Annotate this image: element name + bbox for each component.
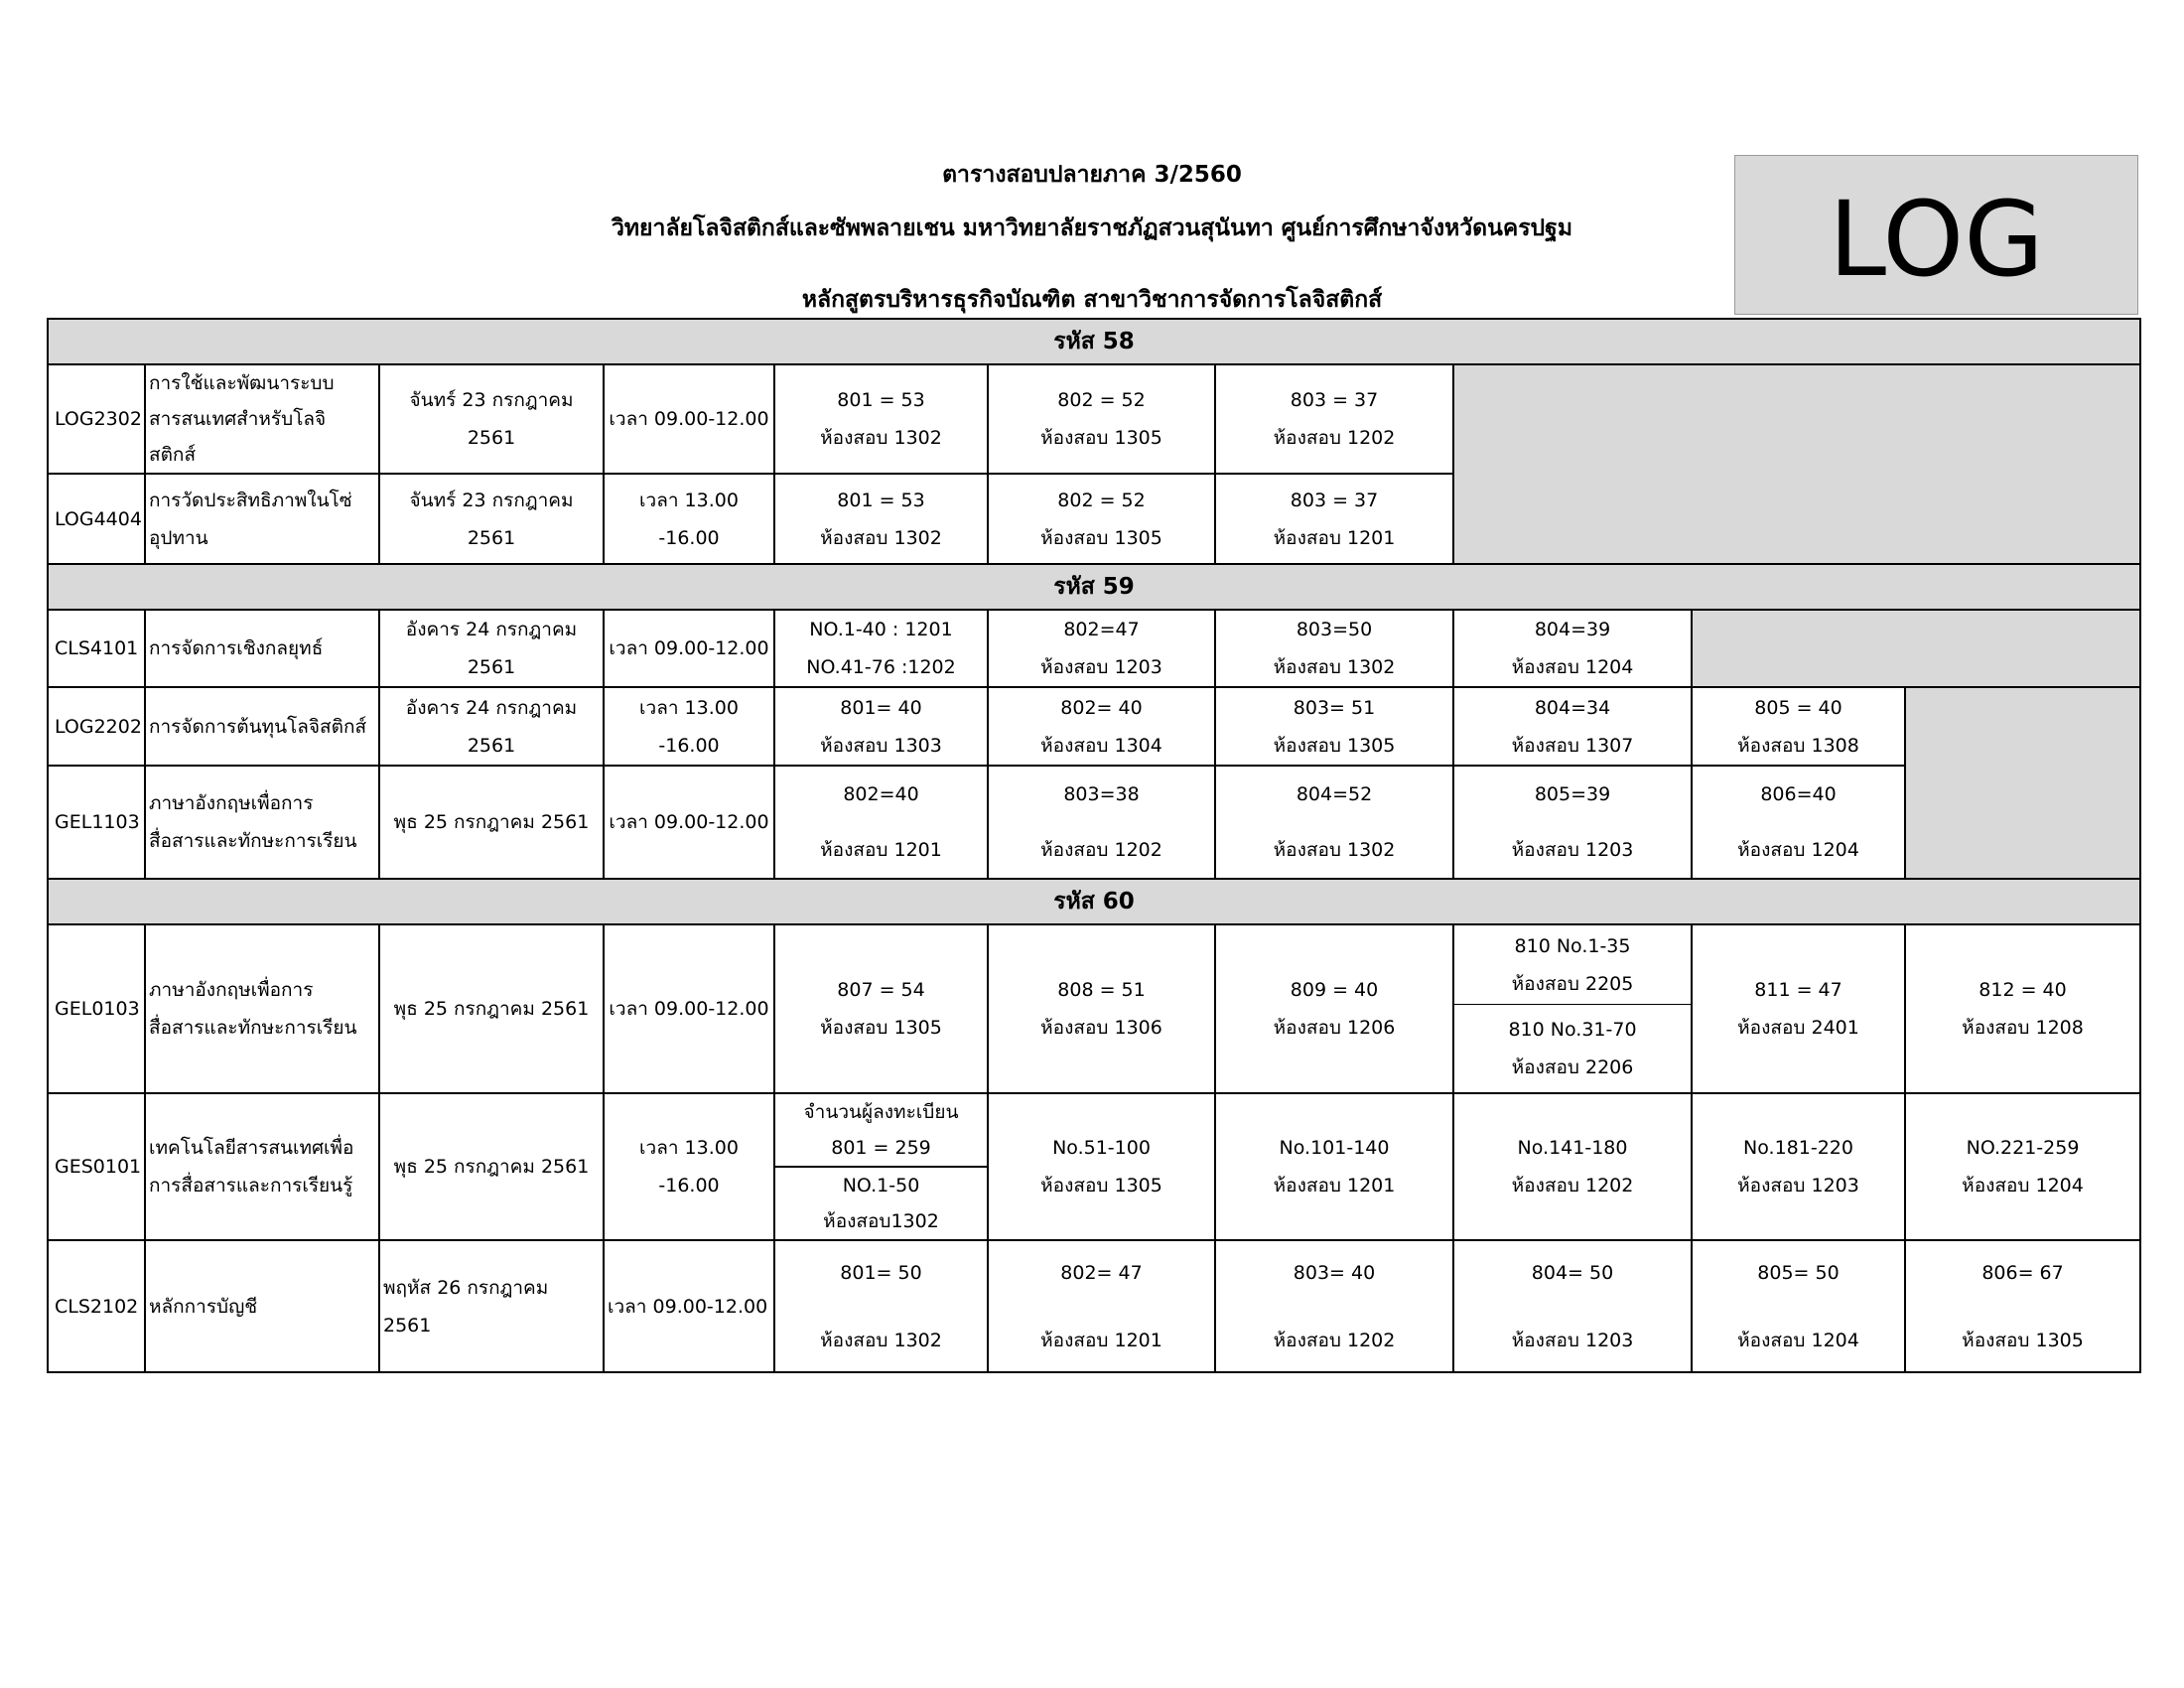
cell-line: GEL1103 xyxy=(55,811,140,833)
section-room xyxy=(1215,766,1453,879)
cell-line: NO.1-50 xyxy=(842,1175,920,1196)
exam-time xyxy=(604,1093,774,1240)
program-logo-box xyxy=(1734,155,2138,315)
cell-line: No.101-140 xyxy=(1279,1137,1390,1159)
cell-line: 801 = 53 xyxy=(837,489,925,511)
section-room xyxy=(1905,1093,2140,1240)
exam-date xyxy=(379,1093,604,1240)
cell-line: จันทร์ 23 กรกฎาคม xyxy=(409,489,574,511)
group-header-58 xyxy=(48,319,2140,364)
cell-line: ห้องสอบ 1208 xyxy=(1962,1017,2084,1039)
table-row xyxy=(48,1240,2140,1372)
cell-line: ห้องสอบ 1302 xyxy=(820,1329,942,1351)
section-room xyxy=(1215,924,1453,1093)
section-room xyxy=(1692,1093,1905,1240)
cell-line: ห้องสอบ 1305 xyxy=(1040,1175,1162,1196)
exam-date xyxy=(379,687,604,766)
table-row xyxy=(48,610,2140,687)
cell-line: เทคโนโลยีสารสนเทศเพื่อ xyxy=(149,1137,354,1159)
cell-line: ห้องสอบ 1305 xyxy=(1273,734,1396,757)
cell-line: เวลา 13.00 -16.00 xyxy=(639,696,739,757)
cell-line: ห้องสอบ 2205 xyxy=(1511,972,1634,995)
cell-line: อุปทาน xyxy=(149,526,208,549)
section-room xyxy=(1215,687,1453,766)
table-row xyxy=(48,364,2140,474)
cell-line: ภาษาอังกฤษเพื่อการ xyxy=(149,979,314,1001)
section-room xyxy=(1453,610,1692,687)
cell-line: 802 = 52 xyxy=(1057,489,1146,511)
table-row xyxy=(48,687,2140,766)
empty-shaded-cell xyxy=(1905,687,2140,879)
exam-time xyxy=(604,610,774,687)
table-row xyxy=(48,766,2140,879)
cell-line: 2561 xyxy=(467,656,516,678)
group-header-59 xyxy=(48,564,2140,610)
empty-shaded-cell xyxy=(1453,364,2140,564)
section-room xyxy=(1453,766,1692,879)
section-room xyxy=(774,924,988,1093)
cell-line: 802= 40 xyxy=(1060,696,1143,719)
cell-line: LOG4404 xyxy=(55,507,142,530)
section-room xyxy=(1905,1240,2140,1372)
section-room xyxy=(774,1240,988,1372)
section-room xyxy=(774,610,988,687)
section-room xyxy=(774,364,988,474)
section-room xyxy=(1453,1240,1692,1372)
course-name xyxy=(145,1240,379,1372)
cell-line: ห้องสอบ 1201 xyxy=(1040,1329,1162,1351)
cell-line: ห้องสอบ 1201 xyxy=(1273,1175,1396,1196)
course-name xyxy=(145,766,379,879)
cell-line: NO.221-259 xyxy=(1966,1137,2080,1159)
group-label-59: รหัส 59 xyxy=(48,564,2140,610)
cell-line: 809 = 40 xyxy=(1290,979,1379,1001)
cell-line: 803=50 xyxy=(1296,619,1373,640)
cell-line: 2561 xyxy=(467,526,516,549)
line-spacer xyxy=(992,813,1211,831)
cell-line: ห้องสอบ 1206 xyxy=(1273,1017,1396,1039)
cell-line: ห้องสอบ 1203 xyxy=(1040,656,1162,678)
cell-line: GES0101 xyxy=(55,1156,142,1178)
cell-line: 803= 51 xyxy=(1293,696,1376,719)
logo-text: LOG xyxy=(1829,178,2044,300)
cell-line: CLS4101 xyxy=(55,637,139,659)
section-room xyxy=(1453,687,1692,766)
cell-line: 807 = 54 xyxy=(837,979,925,1001)
exam-time xyxy=(604,1240,774,1372)
section-room xyxy=(774,1167,988,1240)
cell-line: การใช้และพัฒนาระบบ xyxy=(149,372,335,394)
section-room xyxy=(988,1093,1215,1240)
cell-line: ห้องสอบ 1302 xyxy=(1273,656,1396,678)
cell-line: No.51-100 xyxy=(1052,1137,1151,1159)
section-room xyxy=(1215,364,1453,474)
cell-line: ห้องสอบ 2401 xyxy=(1737,1017,1859,1039)
course-name xyxy=(145,610,379,687)
exam-time xyxy=(604,474,774,564)
cell-line: การวัดประสิทธิภาพในโซ่ xyxy=(149,489,352,511)
cell-line: อังคาร 24 กรกฎาคม xyxy=(405,619,578,640)
empty-shaded-cell xyxy=(1692,610,2140,687)
cell-line: การสื่อสารและการเรียนรู้ xyxy=(149,1175,353,1196)
cell-line: การจัดการเชิงกลยุทธ์ xyxy=(149,637,324,659)
section-room xyxy=(988,610,1215,687)
page-title: ตารางสอบปลายภาค 3/2560 xyxy=(942,162,1242,188)
section-room xyxy=(988,1240,1215,1372)
cell-line: พุธ 25 กรกฎาคม 2561 xyxy=(393,811,590,833)
section-room xyxy=(988,766,1215,879)
section-room xyxy=(774,687,988,766)
cell-line: LOG2202 xyxy=(55,715,142,738)
section-room xyxy=(1453,1093,1692,1240)
cell-line: เวลา 09.00-12.00 xyxy=(609,998,769,1020)
cell-line: 803 = 37 xyxy=(1290,389,1379,411)
exam-date xyxy=(379,766,604,879)
exam-date xyxy=(379,364,604,474)
cell-line: เวลา 09.00-12.00 xyxy=(609,811,769,833)
cell-line: 810 No.1-35 xyxy=(1514,934,1631,957)
cell-line: 804=34 xyxy=(1534,696,1611,719)
cell-line: 801 = 259 xyxy=(831,1137,931,1159)
cell-line: ห้องสอบ 1201 xyxy=(1273,526,1396,549)
cell-line: 804=52 xyxy=(1296,783,1373,805)
cell-line: สารสนเทศสำหรับโลจิ xyxy=(149,408,327,430)
course-code xyxy=(48,364,145,474)
cell-line: GEL0103 xyxy=(55,998,140,1020)
cell-line: ห้องสอบ 1307 xyxy=(1511,734,1634,757)
cell-line: จำนวนผู้ลงทะเบียน xyxy=(803,1101,959,1123)
exam-schedule-table xyxy=(47,318,2141,1373)
cell-line: เวลา 09.00-12.00 xyxy=(609,637,769,659)
course-code xyxy=(48,610,145,687)
cell-line: 802=47 xyxy=(1063,619,1140,640)
course-code xyxy=(48,1093,145,1240)
exam-time xyxy=(604,924,774,1093)
cell-line: เวลา 13.00 -16.00 xyxy=(639,489,739,549)
cell-line: ห้องสอบ 1308 xyxy=(1737,734,1859,757)
cell-line: 801 = 53 xyxy=(837,389,925,411)
cell-line: พฤหัส 26 กรกฎาคม xyxy=(383,1276,549,1299)
line-spacer xyxy=(992,1292,1211,1322)
group-header-60 xyxy=(48,879,2140,924)
cell-line: ห้องสอบ 1305 xyxy=(1962,1329,2084,1351)
cell-line: ห้องสอบ 1303 xyxy=(820,734,942,757)
cell-line: 803=38 xyxy=(1063,783,1140,805)
cell-line: 812 = 40 xyxy=(1979,979,2067,1001)
section-room xyxy=(774,766,988,879)
cell-line: 2561 xyxy=(467,427,516,449)
cell-line: พุธ 25 กรกฎาคม 2561 xyxy=(393,998,590,1020)
cell-line: LOG2302 xyxy=(55,408,142,430)
registration-count xyxy=(774,1093,988,1167)
cell-line: 808 = 51 xyxy=(1057,979,1146,1001)
cell-line: 802=40 xyxy=(843,783,919,805)
cell-line: ห้องสอบ 1204 xyxy=(1511,656,1634,678)
cell-line: 803 = 37 xyxy=(1290,489,1379,511)
line-spacer xyxy=(1219,813,1449,831)
cell-line: 803= 40 xyxy=(1293,1261,1376,1284)
section-room xyxy=(1692,924,1905,1093)
cell-line: ห้องสอบ 1202 xyxy=(1511,1175,1634,1196)
cell-line: พุธ 25 กรกฎาคม 2561 xyxy=(393,1156,590,1178)
cell-line: ห้องสอบ 2206 xyxy=(1511,1056,1634,1078)
section-room xyxy=(988,924,1215,1093)
course-name xyxy=(145,1093,379,1240)
cell-line: สื่อสารและทักษะการเรียน xyxy=(149,830,357,852)
exam-time xyxy=(604,364,774,474)
line-spacer xyxy=(1219,1292,1449,1322)
cell-line: หลักการบัญชี xyxy=(149,1295,258,1318)
section-room xyxy=(774,474,988,564)
cell-line: ห้องสอบ 1204 xyxy=(1737,839,1859,861)
section-room xyxy=(1215,474,1453,564)
section-room xyxy=(988,474,1215,564)
section-room xyxy=(1215,610,1453,687)
line-spacer xyxy=(1909,1292,2136,1322)
section-room xyxy=(1692,687,1905,766)
cell-line: ห้องสอบ 1202 xyxy=(1040,839,1162,861)
cell-line: อังคาร 24 กรกฎาคม xyxy=(405,696,578,719)
cell-line: No.181-220 xyxy=(1743,1137,1853,1159)
cell-line: เวลา 13.00 -16.00 xyxy=(639,1137,739,1196)
line-spacer xyxy=(1457,813,1688,831)
section-room xyxy=(1692,1240,1905,1372)
section-room xyxy=(988,364,1215,474)
section-room xyxy=(988,687,1215,766)
table-row xyxy=(48,1093,2140,1167)
group-label-60: รหัส 60 xyxy=(48,879,2140,924)
cell-line: 804= 50 xyxy=(1531,1261,1614,1284)
exam-date xyxy=(379,474,604,564)
section-room xyxy=(1453,1005,1692,1094)
course-name xyxy=(145,364,379,474)
exam-date xyxy=(379,610,604,687)
line-spacer xyxy=(1457,1292,1688,1322)
cell-line: NO.41-76 :1202 xyxy=(806,656,956,678)
group-label-58: รหัส 58 xyxy=(48,319,2140,364)
cell-line: 2561 xyxy=(467,734,516,757)
cell-line: 802 = 52 xyxy=(1057,389,1146,411)
program-title: หลักสูตรบริหารธุรกิจบัณฑิต สาขาวิชาการจัดการโลจิสติกส์ xyxy=(801,287,1383,313)
course-name xyxy=(145,924,379,1093)
cell-line: ห้องสอบ 1203 xyxy=(1511,1329,1634,1351)
cell-line: 801= 50 xyxy=(840,1261,922,1284)
cell-line: 801= 40 xyxy=(840,696,922,719)
line-spacer xyxy=(778,1292,984,1322)
course-name xyxy=(145,687,379,766)
cell-line: NO.1-40 : 1201 xyxy=(809,619,953,640)
cell-line: ห้องสอบ 1302 xyxy=(820,427,942,449)
section-room xyxy=(1453,924,1692,1005)
table-row xyxy=(48,924,2140,1005)
cell-line: เวลา 09.00-12.00 xyxy=(608,1295,768,1318)
cell-line: ห้องสอบ 1202 xyxy=(1273,427,1396,449)
course-code xyxy=(48,766,145,879)
cell-line: ห้องสอบ 1306 xyxy=(1040,1017,1162,1039)
line-spacer xyxy=(778,813,984,831)
cell-line: ห้องสอบ 1203 xyxy=(1737,1175,1859,1196)
course-code xyxy=(48,1240,145,1372)
cell-line: 804=39 xyxy=(1534,619,1611,640)
cell-line: No.141-180 xyxy=(1517,1137,1628,1159)
cell-line: เวลา 09.00-12.00 xyxy=(609,408,769,430)
cell-line: ห้องสอบ 1203 xyxy=(1511,839,1634,861)
cell-line: ภาษาอังกฤษเพื่อการ xyxy=(149,792,314,814)
exam-date xyxy=(379,1240,604,1372)
cell-line: ห้องสอบ 1302 xyxy=(820,526,942,549)
exam-date xyxy=(379,924,604,1093)
cell-line: 2561 xyxy=(383,1314,432,1336)
exam-time xyxy=(604,687,774,766)
section-room xyxy=(1215,1093,1453,1240)
course-name xyxy=(145,474,379,564)
cell-line: ห้องสอบ 1302 xyxy=(1273,839,1396,861)
cell-line: ห้องสอบ 1305 xyxy=(1040,427,1162,449)
cell-line: ห้องสอบ 1305 xyxy=(1040,526,1162,549)
course-code xyxy=(48,687,145,766)
cell-line: สื่อสารและทักษะการเรียน xyxy=(149,1017,357,1039)
cell-line: 806=40 xyxy=(1760,783,1837,805)
cell-line: 806= 67 xyxy=(1981,1261,2064,1284)
cell-line: 810 No.31-70 xyxy=(1508,1019,1637,1041)
cell-line: การจัดการต้นทุนโลจิสติกส์ xyxy=(149,715,367,738)
cell-line: 805=39 xyxy=(1534,783,1611,805)
line-spacer xyxy=(1696,813,1901,831)
cell-line: สติกส์ xyxy=(149,444,197,466)
cell-line: CLS2102 xyxy=(55,1295,139,1318)
college-subtitle: วิทยาลัยโลจิสติกส์และซัพพลายเชน มหาวิทยาลัยราชภัฏสวนสุนันทา ศูนย์การศึกษาจังหวัดนครปฐม xyxy=(611,215,1573,241)
cell-line: ห้องสอบ 1204 xyxy=(1962,1175,2084,1196)
cell-line: จันทร์ 23 กรกฎาคม xyxy=(409,389,574,411)
course-code xyxy=(48,924,145,1093)
cell-line: ห้องสอบ 1204 xyxy=(1737,1329,1859,1351)
course-code xyxy=(48,474,145,564)
cell-line: 805 = 40 xyxy=(1754,696,1843,719)
line-spacer xyxy=(1696,1292,1901,1322)
cell-line: ห้องสอบ 1201 xyxy=(820,839,942,861)
cell-line: ห้องสอบ 1202 xyxy=(1273,1329,1396,1351)
exam-time xyxy=(604,766,774,879)
section-room xyxy=(1905,924,2140,1093)
cell-line: ห้องสอบ1302 xyxy=(823,1210,939,1232)
cell-line: 802= 47 xyxy=(1060,1261,1143,1284)
cell-line: 805= 50 xyxy=(1757,1261,1840,1284)
cell-line: ห้องสอบ 1304 xyxy=(1040,734,1162,757)
cell-line: 811 = 47 xyxy=(1754,979,1843,1001)
cell-line: ห้องสอบ 1305 xyxy=(820,1017,942,1039)
section-room xyxy=(1215,1240,1453,1372)
section-room xyxy=(1692,766,1905,879)
